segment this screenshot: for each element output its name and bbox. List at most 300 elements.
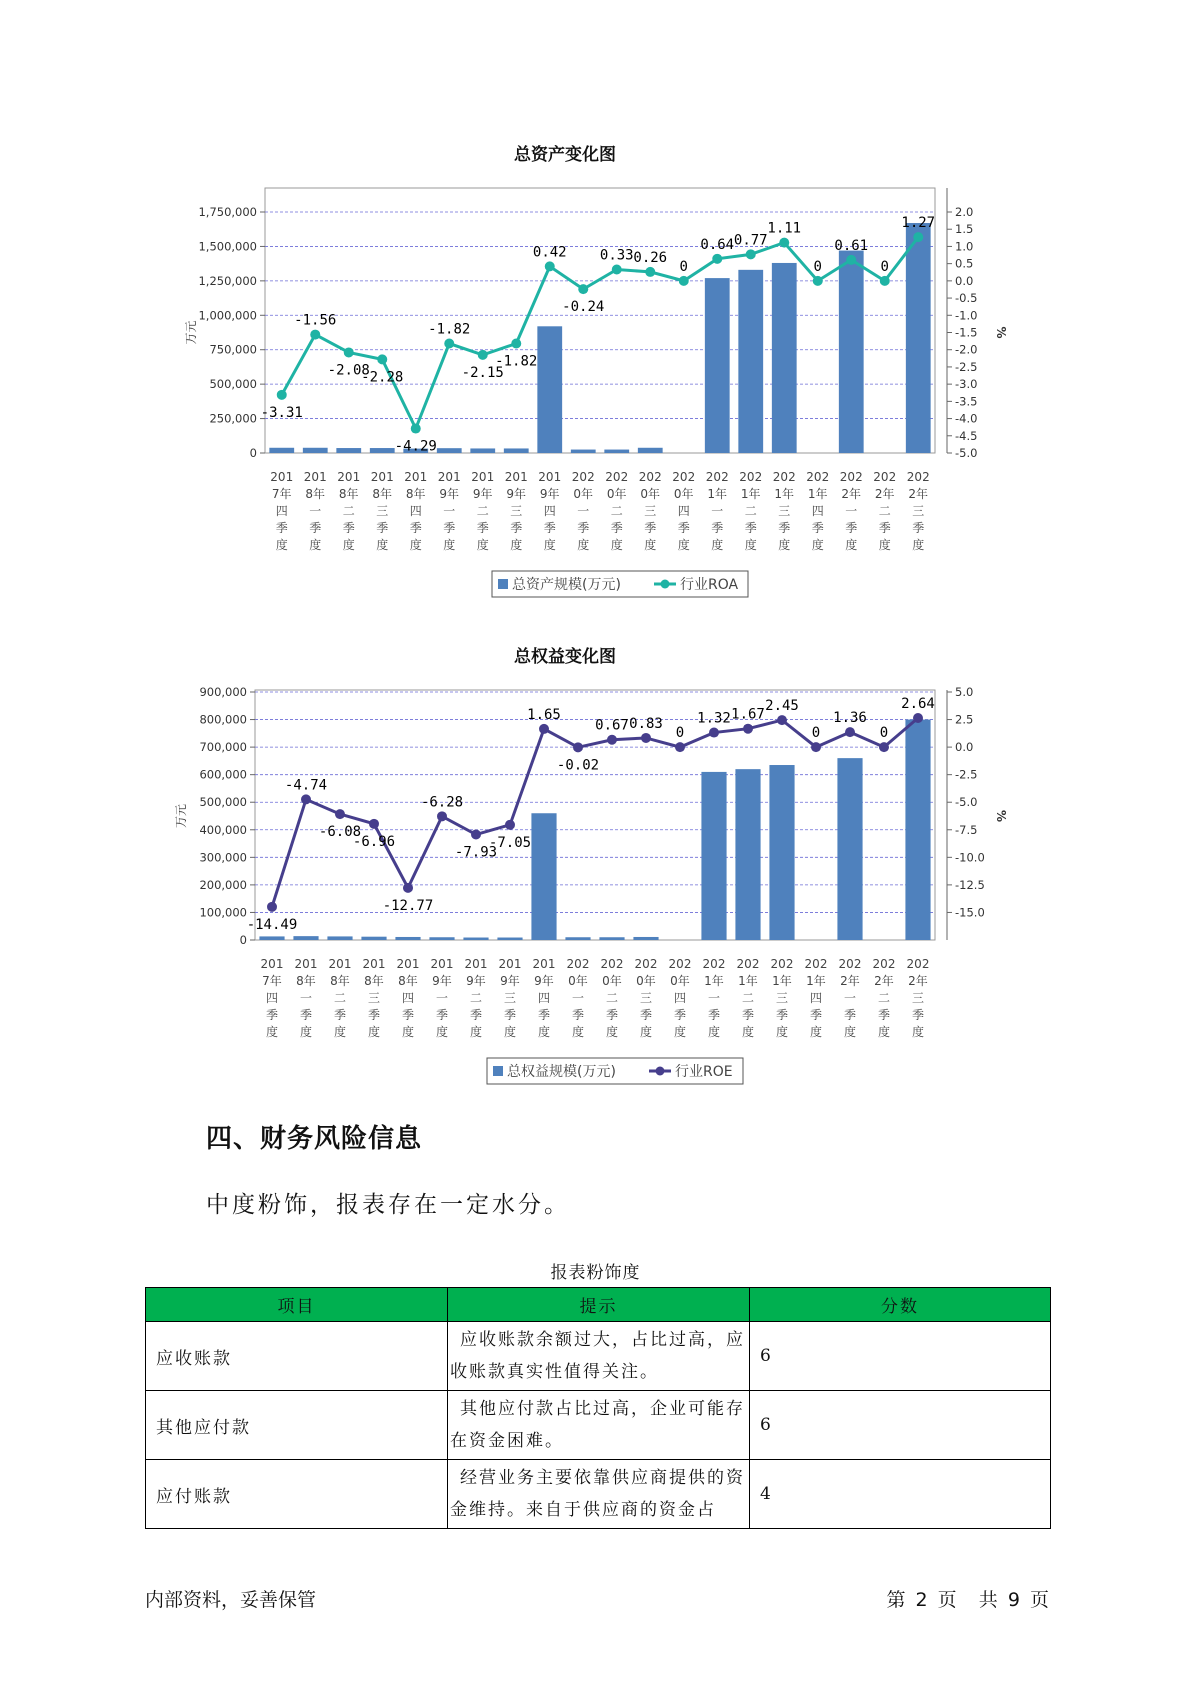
x-tick-label: 三	[775, 991, 789, 1005]
line-point	[437, 811, 447, 821]
x-tick-label: 一	[843, 991, 857, 1005]
bar	[638, 448, 663, 453]
line-point	[310, 330, 320, 340]
x-tick-label: 二	[744, 504, 757, 518]
x-tick-label: 1年	[704, 974, 724, 988]
line-point	[301, 794, 311, 804]
line-point	[913, 232, 923, 242]
x-tick-label: 0年	[606, 487, 627, 501]
y2-tick-label: 5.0	[955, 685, 974, 699]
x-tick-label: 201	[370, 470, 394, 484]
x-tick-label: 201	[404, 470, 428, 484]
x-tick-label: 四	[537, 991, 551, 1005]
x-tick-label: 0年	[573, 487, 594, 501]
x-tick-label: 季	[878, 521, 891, 535]
x-tick-label: 度	[639, 1025, 653, 1039]
x-tick-label: 202	[906, 470, 930, 484]
line-point	[879, 742, 889, 752]
line-point	[913, 713, 923, 723]
x-tick-label: 四	[401, 991, 415, 1005]
data-label: -4.74	[284, 777, 328, 794]
line-point	[478, 350, 488, 360]
x-tick-label: 季	[673, 1008, 687, 1022]
x-tick-label: 201	[337, 470, 361, 484]
data-label: 0.64	[700, 236, 735, 253]
x-tick-label: 一	[845, 504, 858, 518]
x-tick-label: 201	[464, 957, 488, 971]
data-label: -7.93	[454, 844, 498, 861]
x-tick-label: 202	[806, 470, 830, 484]
x-tick-label: 202	[736, 957, 760, 971]
x-tick-label: 季	[843, 1008, 857, 1022]
x-tick-label: 2年	[841, 487, 862, 501]
bar	[395, 937, 420, 940]
y-tick-label: 750,000	[209, 342, 257, 357]
data-label: 0	[880, 258, 889, 275]
data-label: -0.02	[556, 757, 600, 774]
bar	[504, 448, 529, 453]
bar	[429, 937, 454, 940]
x-tick-label: 四	[265, 991, 279, 1005]
bar	[633, 937, 658, 940]
bar	[370, 448, 395, 453]
bar	[531, 813, 556, 940]
line-point	[377, 354, 387, 364]
x-tick-label: 季	[778, 521, 791, 535]
x-tick-label: 1年	[740, 487, 761, 501]
x-tick-label: 季	[610, 521, 623, 535]
footer-confidential: 内部资料，妥善保管	[145, 1589, 317, 1611]
y2-tick-label: -12.5	[955, 877, 985, 892]
bar	[738, 270, 763, 453]
data-label: -7.05	[488, 834, 532, 851]
line-point	[344, 347, 354, 357]
x-tick-label: 8年	[372, 487, 393, 501]
x-tick-label: 度	[843, 1025, 857, 1039]
x-tick-label: 度	[309, 538, 322, 552]
x-tick-label: 1年	[807, 487, 828, 501]
line-point	[880, 276, 890, 286]
x-tick-label: 度	[878, 538, 891, 552]
x-tick-label: 2年	[874, 974, 894, 988]
x-tick-label: 季	[809, 1008, 823, 1022]
row-score: 4	[750, 1460, 1051, 1529]
line-point	[511, 339, 521, 349]
legend-swatch-bar	[493, 1066, 503, 1076]
data-label: 2.64	[901, 696, 935, 713]
x-tick-label: 季	[639, 1008, 653, 1022]
y2-tick-label: -3.0	[955, 377, 978, 392]
bar	[769, 765, 794, 940]
x-tick-label: 四	[809, 991, 823, 1005]
x-tick-label: 度	[333, 1025, 347, 1039]
total-unit: 页	[1029, 1589, 1049, 1611]
x-tick-label: 202	[668, 957, 692, 971]
x-tick-label: 季	[309, 521, 322, 535]
x-tick-label: 度	[677, 538, 690, 552]
x-tick-label: 一	[443, 504, 456, 518]
x-tick-label: 三	[911, 991, 925, 1005]
x-tick-label: 0年	[602, 974, 622, 988]
y2-tick-label: -2.5	[955, 767, 978, 782]
data-label: 0.77	[733, 232, 768, 249]
x-tick-label: 四	[673, 991, 687, 1005]
data-label: -2.28	[361, 369, 404, 386]
total-equity-chart-svg	[174, 662, 1008, 1102]
line-point	[369, 819, 379, 829]
line-point	[811, 742, 821, 752]
y-axis-label: 万元	[174, 803, 188, 829]
row-hint: 经营业务主要依靠供应商提供的资金维持。来自于供应商的资金占	[450, 1468, 745, 1520]
legend-label: 总权益规模(万元)	[507, 1064, 616, 1080]
y2-tick-label: -2.0	[955, 342, 978, 357]
line-point	[743, 724, 753, 734]
x-tick-label: 季	[912, 521, 925, 535]
table-row	[146, 1460, 1051, 1529]
data-label: 0.61	[834, 237, 869, 254]
bar	[437, 448, 462, 453]
x-tick-label: 202	[600, 957, 624, 971]
x-tick-label: 1年	[806, 974, 826, 988]
x-tick-label: 201	[294, 957, 318, 971]
y-axis-label: 万元	[184, 320, 198, 345]
legend-swatch-point	[661, 580, 670, 589]
y2-tick-label: 2.0	[955, 205, 974, 219]
bar	[361, 937, 386, 940]
x-tick-label: 季	[275, 521, 288, 535]
x-tick-label: 季	[741, 1008, 755, 1022]
x-tick-label: 9年	[466, 974, 486, 988]
y-tick-label: 1,250,000	[198, 273, 257, 288]
y2-tick-label: -2.5	[955, 359, 978, 374]
x-tick-label: 季	[711, 521, 724, 535]
x-tick-label: 季	[435, 1008, 449, 1022]
line-point	[607, 735, 617, 745]
data-label: 0	[675, 725, 685, 742]
total-prefix: 共	[978, 1589, 998, 1611]
x-tick-label: 度	[299, 1025, 313, 1039]
x-tick-label: 季	[333, 1008, 347, 1022]
bar	[701, 772, 726, 940]
x-tick-label: 201	[270, 470, 294, 484]
header-score: 分数	[750, 1288, 1051, 1322]
y2-tick-label: 2.5	[955, 712, 974, 727]
x-tick-label: 一	[309, 504, 322, 518]
x-tick-label: 2年	[908, 487, 929, 501]
y-tick-label: 500,000	[209, 377, 257, 392]
x-tick-label: 季	[571, 1008, 585, 1022]
x-tick-label: 度	[741, 1025, 755, 1039]
data-label: 0.67	[595, 717, 629, 734]
bar	[269, 448, 294, 453]
row-hint-cell	[448, 1322, 750, 1391]
table-header-row	[146, 1288, 1051, 1322]
x-tick-label: 201	[437, 470, 461, 484]
line-point	[403, 883, 413, 893]
x-tick-label: 度	[711, 538, 724, 552]
x-tick-label: 8年	[296, 974, 316, 988]
y-tick-label: 1,000,000	[198, 308, 257, 323]
x-tick-label: 202	[872, 957, 896, 971]
x-tick-label: 202	[634, 957, 658, 971]
x-tick-label: 8年	[398, 974, 418, 988]
data-label: 2.45	[765, 698, 799, 715]
x-tick-label: 202	[672, 470, 696, 484]
header-item: 项目	[146, 1288, 448, 1322]
x-tick-label: 度	[912, 538, 925, 552]
data-label: 1.11	[767, 220, 802, 237]
x-tick-label: 二	[610, 504, 623, 518]
x-tick-label: 201	[532, 957, 556, 971]
x-tick-label: 2年	[908, 974, 928, 988]
x-tick-label: 季	[644, 521, 657, 535]
data-label: 0.33	[599, 247, 634, 264]
table-row	[146, 1322, 1051, 1391]
y2-axis-label: %	[994, 326, 1008, 339]
x-tick-label: 7年	[262, 974, 282, 988]
data-label: -14.49	[246, 916, 298, 933]
x-tick-label: 9年	[534, 974, 554, 988]
total-pages: 9	[1007, 1589, 1020, 1611]
x-tick-label: 季	[744, 521, 757, 535]
line-point	[505, 820, 515, 830]
legend-swatch-point	[656, 1067, 665, 1076]
x-tick-label: 8年	[364, 974, 384, 988]
x-tick-label: 202	[839, 470, 863, 484]
x-tick-label: 二	[741, 991, 755, 1005]
y-tick-label: 0	[239, 933, 247, 947]
x-tick-label: 0年	[568, 974, 588, 988]
x-tick-label: 季	[503, 1008, 517, 1022]
x-tick-label: 度	[577, 538, 590, 552]
y-tick-label: 250,000	[209, 411, 257, 426]
y2-tick-label: -1.5	[955, 325, 978, 340]
x-tick-label: 度	[845, 538, 858, 552]
x-tick-label: 7年	[271, 487, 292, 501]
bar	[293, 936, 318, 940]
x-tick-label: 季	[811, 521, 824, 535]
bar	[463, 938, 488, 940]
legend-swatch-bar	[498, 579, 508, 589]
x-tick-label: 三	[644, 504, 657, 518]
bar	[327, 936, 352, 940]
bar	[303, 448, 328, 453]
x-tick-label: 0年	[673, 487, 694, 501]
x-tick-label: 8年	[330, 974, 350, 988]
line-point	[267, 902, 277, 912]
x-tick-label: 度	[476, 538, 489, 552]
x-tick-label: 9年	[432, 974, 452, 988]
row-item: 应付账款	[146, 1460, 448, 1529]
x-tick-label: 度	[443, 538, 456, 552]
x-tick-label: 季	[877, 1008, 891, 1022]
legend-label: 总资产规模(万元)	[512, 577, 621, 593]
x-tick-label: 三	[639, 991, 653, 1005]
x-tick-label: 201	[471, 470, 495, 484]
x-tick-label: 201	[396, 957, 420, 971]
bar	[905, 720, 930, 940]
x-tick-label: 201	[328, 957, 352, 971]
line-point	[779, 238, 789, 248]
x-tick-label: 202	[772, 470, 796, 484]
y2-tick-label: -15.0	[955, 905, 985, 920]
x-tick-label: 度	[605, 1025, 619, 1039]
data-label: 1.36	[833, 710, 867, 727]
line-point	[746, 249, 756, 259]
x-tick-label: 季	[476, 521, 489, 535]
row-hint: 其他应付款占比过高，企业可能存在资金困难。	[450, 1399, 745, 1451]
x-tick-label: 度	[877, 1025, 891, 1039]
x-tick-label: 度	[707, 1025, 721, 1039]
footer-page-number	[884, 1585, 1051, 1612]
data-label: 0.42	[532, 244, 567, 261]
x-tick-label: 2年	[874, 487, 895, 501]
x-tick-label: 季	[537, 1008, 551, 1022]
x-tick-label: 度	[510, 538, 523, 552]
y2-tick-label: 1.0	[955, 239, 974, 254]
x-tick-label: 202	[906, 957, 930, 971]
x-tick-label: 202	[873, 470, 897, 484]
x-tick-label: 二	[877, 991, 891, 1005]
section-heading: 四、财务风险信息	[206, 1124, 423, 1154]
data-label: 0	[813, 258, 822, 275]
page-unit: 页	[937, 1589, 957, 1611]
y2-tick-label: -7.5	[955, 822, 978, 837]
x-tick-label: 201	[303, 470, 327, 484]
x-tick-label: 度	[811, 538, 824, 552]
header-hint: 提示	[448, 1288, 750, 1322]
x-tick-label: 一	[711, 504, 724, 518]
x-tick-label: 度	[376, 538, 389, 552]
y2-tick-label: -0.5	[955, 291, 978, 306]
x-tick-label: 度	[744, 538, 757, 552]
line-point	[277, 390, 287, 400]
x-tick-label: 季	[707, 1008, 721, 1022]
y-tick-label: 900,000	[199, 685, 247, 699]
series-line	[272, 715, 918, 907]
x-tick-label: 1年	[772, 974, 792, 988]
row-hint-cell	[448, 1460, 750, 1529]
x-tick-label: 度	[809, 1025, 823, 1039]
x-tick-label: 度	[644, 538, 657, 552]
y2-tick-label: 0.0	[955, 740, 974, 755]
line-point	[675, 742, 685, 752]
data-label: 1.67	[731, 706, 765, 723]
x-tick-label: 2年	[840, 974, 860, 988]
bar	[772, 263, 797, 453]
row-item: 应收账款	[146, 1322, 448, 1391]
line-point	[573, 742, 583, 752]
line-point	[335, 809, 345, 819]
legend-label: 行业ROE	[675, 1064, 733, 1080]
x-tick-label: 度	[435, 1025, 449, 1039]
x-tick-label: 季	[299, 1008, 313, 1022]
x-tick-label: 季	[367, 1008, 381, 1022]
line-point	[471, 830, 481, 840]
y2-tick-label: 1.5	[955, 222, 974, 237]
y-tick-label: 600,000	[199, 767, 247, 782]
line-point	[846, 255, 856, 265]
x-tick-label: 一	[707, 991, 721, 1005]
x-tick-label: 四	[677, 504, 690, 518]
data-label: -1.82	[428, 321, 471, 338]
bar	[571, 450, 596, 453]
y-tick-label: 400,000	[199, 822, 247, 837]
data-label: 0	[811, 725, 821, 742]
data-label: 0.83	[629, 715, 663, 732]
x-tick-label: 一	[577, 504, 590, 518]
line-point	[545, 261, 555, 271]
x-tick-label: 季	[845, 521, 858, 535]
x-tick-label: 202	[571, 470, 595, 484]
x-tick-label: 二	[476, 504, 489, 518]
table-caption: 报表粉饰度	[550, 1263, 641, 1283]
line-point	[845, 727, 855, 737]
x-tick-label: 201	[430, 957, 454, 971]
total-assets-chart-svg	[175, 160, 1008, 600]
x-tick-label: 202	[705, 470, 729, 484]
x-tick-label: 度	[409, 538, 422, 552]
x-tick-label: 季	[342, 521, 355, 535]
row-hint-cell	[448, 1391, 750, 1460]
y2-tick-label: -5.0	[955, 795, 978, 810]
legend-label: 行业ROA	[680, 577, 739, 593]
x-tick-label: 202	[605, 470, 629, 484]
x-tick-label: 度	[537, 1025, 551, 1039]
x-tick-label: 季	[677, 521, 690, 535]
data-label: -1.56	[294, 312, 337, 329]
x-tick-label: 度	[778, 538, 791, 552]
total-equity-chart	[174, 642, 1008, 1102]
x-tick-label: 9年	[506, 487, 527, 501]
x-tick-label: 季	[401, 1008, 415, 1022]
data-label: -6.08	[318, 824, 362, 841]
x-tick-label: 度	[469, 1025, 483, 1039]
table-row	[146, 1391, 1051, 1460]
x-tick-label: 8年	[305, 487, 326, 501]
line-point	[709, 728, 719, 738]
x-tick-label: 201	[260, 957, 284, 971]
page-prefix: 第	[886, 1589, 906, 1611]
x-tick-label: 季	[543, 521, 556, 535]
row-score: 6	[750, 1391, 1051, 1460]
line-point	[641, 733, 651, 743]
x-tick-label: 二	[469, 991, 483, 1005]
x-tick-label: 二	[605, 991, 619, 1005]
y-tick-label: 300,000	[199, 850, 247, 865]
x-tick-label: 季	[577, 521, 590, 535]
x-tick-label: 季	[775, 1008, 789, 1022]
y2-tick-label: -10.0	[955, 850, 985, 865]
bar	[906, 223, 931, 453]
x-tick-label: 季	[605, 1008, 619, 1022]
y2-tick-label: 0.5	[955, 256, 974, 271]
y2-tick-label: 0.0	[955, 273, 974, 288]
y2-tick-label: -4.0	[955, 411, 978, 426]
x-tick-label: 202	[638, 470, 662, 484]
bar	[837, 758, 862, 940]
bar	[537, 326, 562, 453]
y2-tick-label: -5.0	[955, 446, 978, 460]
line-point	[411, 424, 421, 434]
bar	[470, 448, 495, 453]
section-text: 中度粉饰，报表存在一定水分。	[206, 1192, 570, 1218]
x-tick-label: 1年	[774, 487, 795, 501]
x-tick-label: 8年	[338, 487, 359, 501]
data-label: -2.15	[461, 364, 504, 381]
x-tick-label: 0年	[640, 487, 661, 501]
bar	[705, 278, 730, 453]
